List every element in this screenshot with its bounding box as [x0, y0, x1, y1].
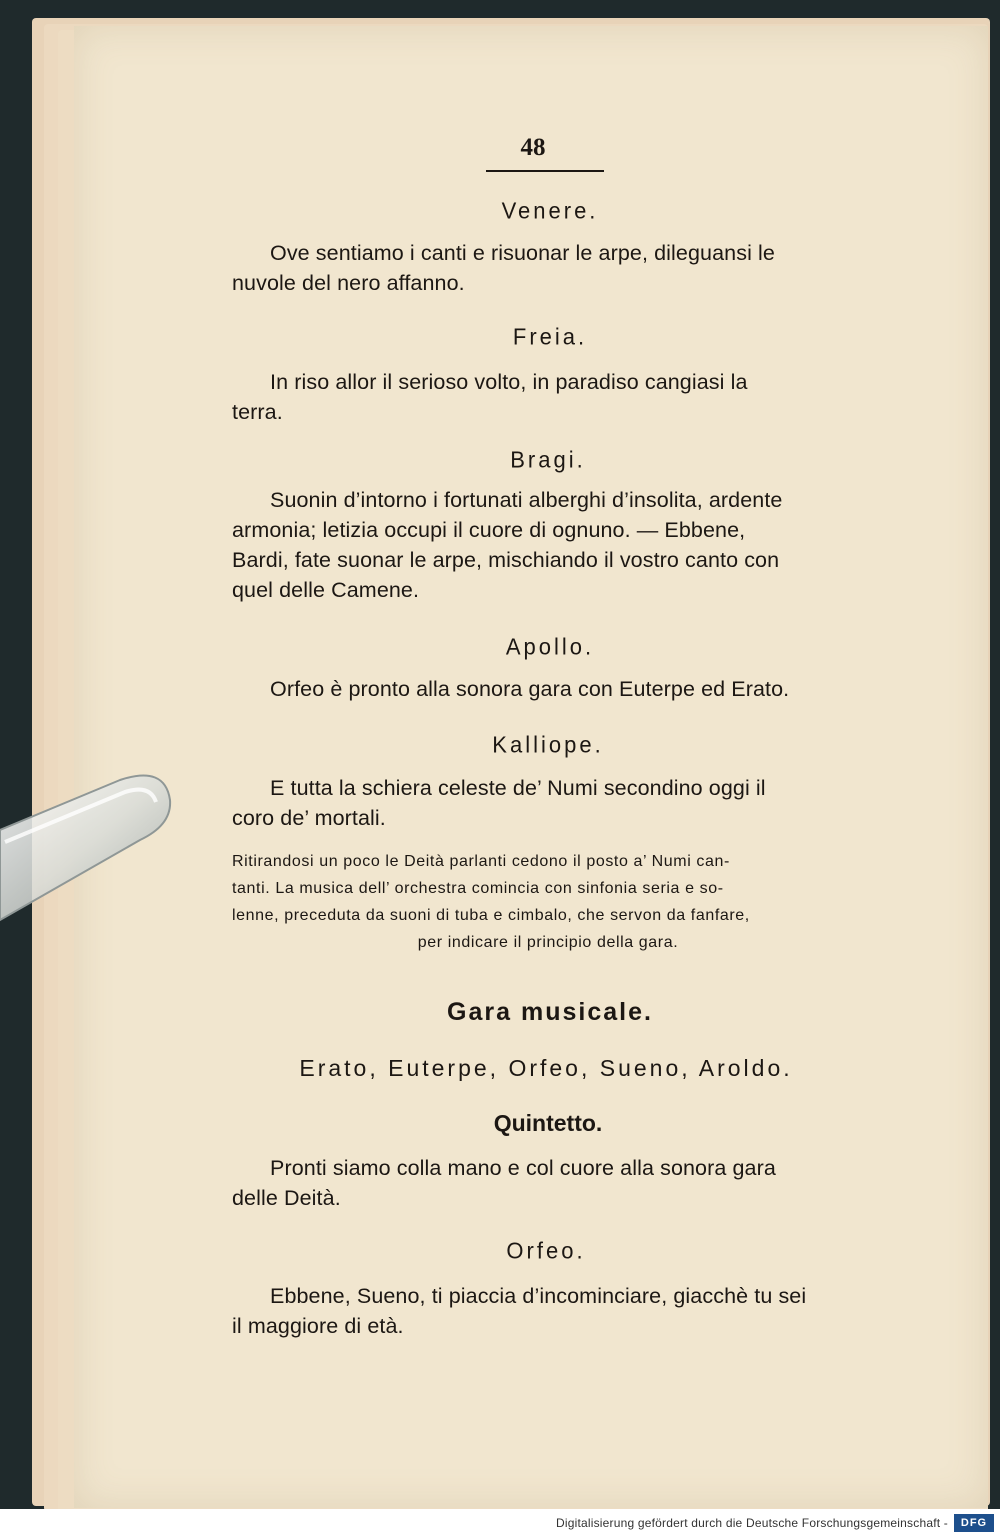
speech-apollo [232, 674, 864, 704]
footer-credit: Digitalisierung gefördert durch die Deutsche Forschungsgemeinschaft - [556, 1516, 948, 1530]
stage-line: lenne, preceduta da suoni di tuba e cimbalo, che servon da fanfare, [232, 907, 750, 924]
speech-line: Suonin d’intorno i fortunati alberghi d’insolita, ardente [270, 488, 783, 512]
section-title: Gara musicale. [447, 998, 653, 1026]
speaker-venere: Venere. [501, 197, 599, 224]
stage-line: tanti. La musica dell’ orchestra comincia con sinfonia seria e so- [232, 880, 724, 897]
footer-bar [0, 1509, 1000, 1537]
speaker-bragi: Bragi. [510, 446, 586, 473]
speech-line: nuvole del nero affanno. [232, 271, 465, 295]
speech-line: armonia; letizia occupi il cuore di ognuno. — Ebbene, [232, 518, 746, 542]
speech-line: Ebbene, Sueno, ti piaccia d’incominciare, giacchè tu sei [270, 1284, 807, 1308]
speech-bragi [232, 485, 864, 605]
speech-line: In riso allor il serioso volto, in paradiso cangiasi la [270, 370, 748, 394]
quintetto-heading: Quintetto. [493, 1110, 603, 1136]
page-number: 48 [520, 134, 546, 161]
speech-line: coro de’ mortali. [232, 806, 386, 830]
speech-line: terra. [232, 400, 283, 424]
speech-line: quel delle Camene. [232, 578, 420, 602]
speech-line: il maggiore di età. [232, 1314, 404, 1338]
stage-line: per indicare il principio della gara. [417, 934, 679, 951]
speech-line: Pronti siamo colla mano e col cuore alla sonora gara [270, 1156, 776, 1180]
page-number-rule [486, 170, 604, 172]
speech-line: E tutta la schiera celeste de’ Numi secondino oggi il [270, 776, 766, 800]
speaker-apollo: Apollo. [505, 633, 595, 660]
speaker-orfeo: Orfeo. [506, 1237, 586, 1264]
performers-list: Erato, Euterpe, Orfeo, Sueno, Aroldo. [299, 1055, 793, 1081]
stage-direction [232, 848, 864, 956]
speech-venere [232, 238, 864, 298]
stage-line: Ritirandosi un poco le Deità parlanti cedono il posto a’ Numi can- [232, 853, 730, 870]
dfg-logo: DFG [954, 1514, 994, 1532]
speaker-freia: Freia. [512, 323, 588, 350]
speech-line: delle Deità. [232, 1186, 341, 1210]
speech-line: Bardi, fate suonar le arpe, mischiando il vostro canto con [232, 548, 780, 572]
speech-kalliope [232, 773, 864, 833]
speech-quintetto [232, 1153, 864, 1213]
speaker-kalliope: Kalliope. [492, 731, 604, 758]
speech-line: Ove sentiamo i canti e risuonar le arpe, dileguansi le [270, 241, 775, 265]
speech-freia [232, 367, 864, 427]
speech-line: Orfeo è pronto alla sonora gara con Euterpe ed Erato. [270, 677, 790, 701]
speech-orfeo [232, 1281, 864, 1341]
